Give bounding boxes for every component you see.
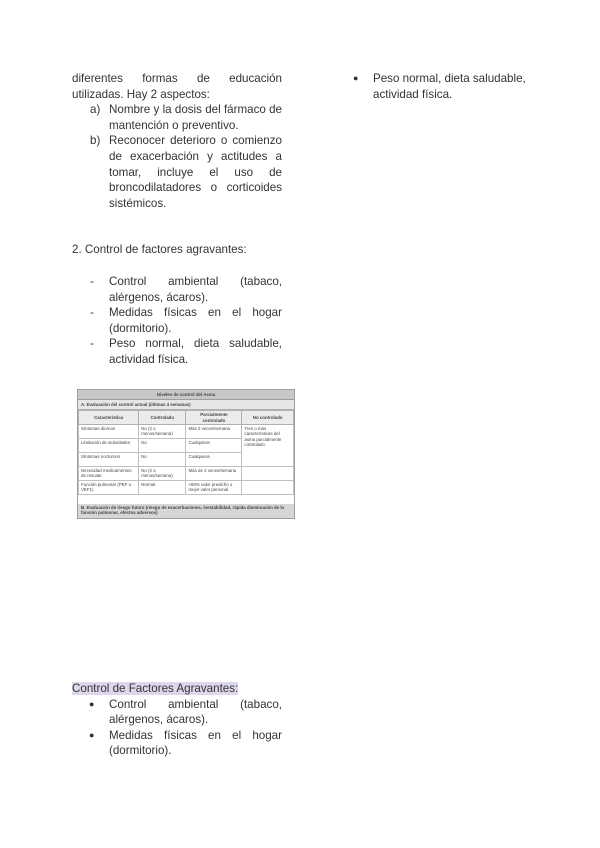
bullet-marker: ● — [353, 73, 359, 83]
table-cell: <80% valor predicho o mejor valor personal — [186, 481, 242, 495]
list-item-text: Control ambiental (tabaco, alérgenos, ácaros). — [109, 697, 282, 727]
table-cell: Limitación de actividades — [79, 439, 139, 453]
table-cell: Cualquiera — [186, 439, 242, 453]
table-cell: Síntomas diurnos — [79, 425, 139, 439]
asthma-control-table-image — [77, 389, 295, 519]
factors-list — [72, 274, 282, 368]
table-cell: Más 2 veces/semana — [186, 425, 242, 439]
list-item-text: Peso normal, dieta saludable, actividad física. — [109, 337, 282, 366]
list-item-text: Medidas físicas en el hogar (dormitorio). — [109, 306, 282, 335]
highlighted-section — [72, 681, 282, 759]
table-section-b: B. Evaluación de riesgo futuro (riesgo de exacerbaciones, inestabilidad, rápida disminución de la función pulmonar, efectos adversos) — [78, 504, 294, 518]
table-cell: Tres o más características del asma parcialmente controlado — [242, 425, 294, 467]
table-cell: No (2 o menos/semana) — [139, 467, 186, 481]
table-cell: Cualquiera — [186, 453, 242, 467]
bullet-marker: ● — [89, 729, 95, 740]
list-item — [336, 71, 528, 102]
control-table — [78, 410, 294, 495]
list-item-text: Control ambiental (tabaco, alérgenos, ácaros). — [109, 274, 282, 304]
list-item-text: Medidas físicas en el hogar (dormitorio). — [109, 728, 282, 758]
list-item-text: Peso normal, dieta saludable, actividad física. — [373, 72, 526, 101]
dash-marker: - — [90, 306, 94, 320]
intro-paragraph: diferentes formas de educación utilizadas. Hay 2 aspectos: — [72, 72, 282, 101]
column-header: No controlado — [242, 411, 294, 425]
dash-marker: - — [90, 274, 94, 288]
table-row — [79, 425, 294, 439]
list-item — [72, 336, 282, 367]
table-cell: No (2 o menos/semana) — [139, 425, 186, 439]
list-item — [72, 697, 282, 728]
dash-marker: - — [90, 337, 94, 351]
table-cell — [242, 467, 294, 481]
table-cell — [242, 481, 294, 495]
table-section-a: A. Evaluación del control actual (últimas 4 semanas) — [78, 400, 294, 410]
list-item — [72, 305, 282, 336]
list-item — [72, 102, 282, 133]
table-row — [79, 481, 294, 495]
list-marker: b) — [90, 134, 101, 148]
highlighted-list — [72, 697, 282, 759]
table-cell: Síntomas nocturnos — [79, 453, 139, 467]
list-item — [72, 133, 282, 211]
column-header: Característica — [79, 411, 139, 425]
table-title: Niveles de control del Asma — [78, 390, 294, 400]
table-cell: No — [139, 439, 186, 453]
column-header: Controlado — [139, 411, 186, 425]
spacer — [72, 211, 282, 227]
right-column — [336, 71, 528, 102]
highlighted-heading: Control de Factores Agravantes: — [72, 682, 239, 695]
table-cell: Más de 2 veces/semana — [186, 467, 242, 481]
list-item-text: Nombre y la dosis del fármaco de mantención o preventivo. — [109, 103, 282, 132]
list-item — [72, 728, 282, 759]
table-cell: Función pulmonar (PEF o VEF1) — [79, 481, 139, 495]
aspects-list — [72, 102, 282, 211]
spacer — [72, 258, 282, 274]
table-cell: No — [139, 453, 186, 467]
section-heading: 2. Control de factores agravantes: — [72, 243, 247, 257]
table-row — [79, 467, 294, 481]
table-cell: Normal — [139, 481, 186, 495]
left-column — [72, 71, 282, 368]
table-cell: Necesidad medicamentos de rescate — [79, 467, 139, 481]
list-item-text: Reconocer deterioro o comienzo de exacerbación y actitudes a tomar, incluye el uso de broncodilatadores o corticoides sistémicos. — [109, 134, 282, 210]
list-item — [72, 274, 282, 305]
right-list — [336, 71, 528, 102]
list-marker: a) — [90, 103, 101, 117]
bullet-marker: ● — [89, 698, 95, 709]
column-header: Parcialmente controlado — [186, 411, 242, 425]
table-header-row — [79, 411, 294, 425]
